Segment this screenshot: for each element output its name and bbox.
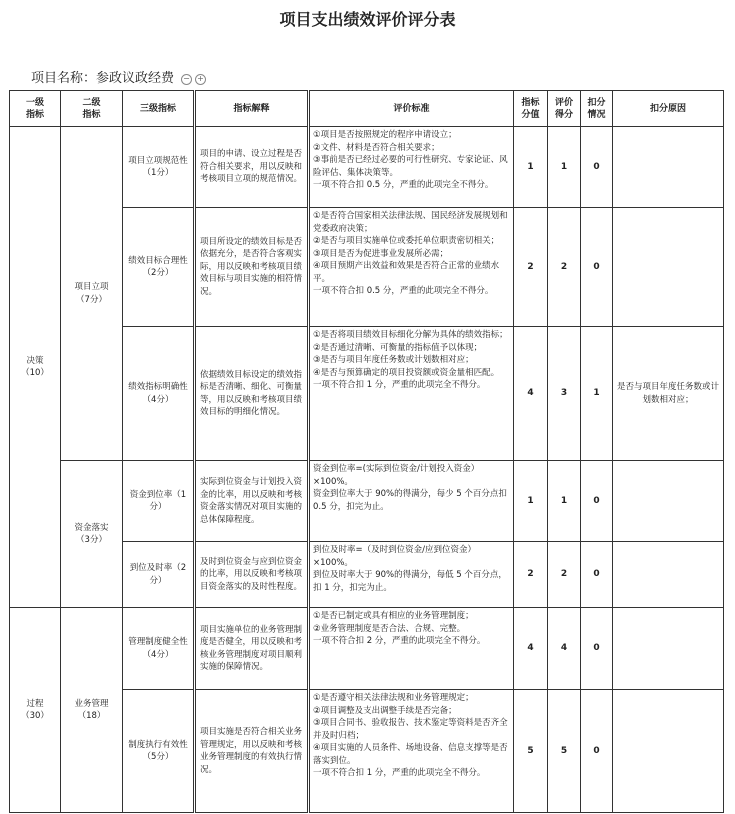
- weight-cell: 1: [514, 461, 548, 542]
- explanation-cell: 项目所设定的绩效目标是否依据充分，是否符合客观实际，用以反映和考核项目绩效目标与项目实施的相符情况。: [195, 208, 309, 327]
- project-name: 项目名称：参政议政经费: [31, 71, 175, 86]
- standard-line: ②是否与项目实施单位或委托单位职责密切相关；: [313, 236, 500, 246]
- deduct-cell: 0: [581, 208, 613, 327]
- standard-line: ①是否遵守相关法律法规和业务管理规定；: [313, 693, 474, 703]
- standard-cell: [309, 461, 514, 542]
- reason-cell: [613, 461, 724, 542]
- score-cell: 2: [548, 208, 581, 327]
- standard-line: ②是否通过清晰、可衡量的指标值予以体现；: [313, 342, 483, 353]
- deduct-cell: 0: [581, 127, 613, 208]
- deduct-cell: 1: [581, 327, 613, 461]
- score-cell: 5: [548, 690, 581, 813]
- standard-cell: [309, 327, 514, 461]
- standard-line: ②业务管理制度是否合法、合规、完整。: [313, 623, 466, 634]
- add-icon[interactable]: +: [195, 74, 206, 85]
- group-process: 过程 （30）: [10, 608, 61, 813]
- header-standard: 评价标准: [309, 91, 514, 127]
- standard-line: 一项不符合扣 1 分，严重的此项完全不得分。: [313, 768, 486, 778]
- header-row: [10, 91, 724, 127]
- level3-cell: 项目立项规范性（1分）: [123, 127, 195, 208]
- weight-cell: 5: [514, 690, 548, 813]
- header-level1: 一级 指标: [10, 91, 61, 127]
- explanation-cell: 项目实施单位的业务管理制度是否健全，用以反映和考核业务管理制度对项目顺利实施的保障情况。: [195, 608, 309, 690]
- explanation-cell: 项目实施是否符合相关业务管理规定，用以反映和考核业务管理制度的有效执行情况。: [195, 690, 309, 813]
- page-title: 项目支出绩效评价评分表: [279, 10, 456, 29]
- standard-line: 资金到位率大于 90%的得满分，每少 5 个百分点扣 0.5 分，扣完为止。: [313, 489, 507, 512]
- resize-handle-icon[interactable]: −: [181, 74, 192, 85]
- standard-line: ④项目实施的人员条件、场地设备、信息支撑等是否落实到位。: [313, 743, 508, 766]
- deduct-cell: 0: [581, 542, 613, 608]
- header-deduct: 扣分 情况: [581, 91, 613, 127]
- reason-cell: [613, 208, 724, 327]
- standard-line: 一项不符合扣 0.5 分，严重的此项完全不得分。: [313, 286, 494, 296]
- standard-line: ③项目是否为促进事业发展所必需；: [313, 248, 449, 259]
- weight-cell: 2: [514, 542, 548, 608]
- standard-cell: [309, 127, 514, 208]
- score-cell: 3: [548, 327, 581, 461]
- score-cell: 1: [548, 461, 581, 542]
- weight-cell: 2: [514, 208, 548, 327]
- weight-cell: 1: [514, 127, 548, 208]
- group-decision: 决策 （10）: [10, 127, 61, 608]
- weight-cell: 4: [514, 327, 548, 461]
- header-level3: 三级指标: [123, 91, 195, 127]
- deduct-cell: 0: [581, 461, 613, 542]
- reason-cell: [613, 127, 724, 208]
- reason-cell: [613, 608, 724, 690]
- standard-line: ①是否已制定或具有相应的业务管理制度；: [313, 611, 474, 621]
- standard-line: ①项目是否按照规定的程序申请设立；: [313, 130, 457, 140]
- standard-line: ③事前是否已经过必要的可行性研究、专家论证、风险评估、集体决策等。: [313, 155, 508, 178]
- standard-line: 一项不符合扣 1 分，严重的此项完全不得分。: [313, 380, 486, 390]
- standard-line: 到位及时率大于 90%的得满分，每低 5 个百分点，扣 1 分，扣完为止。: [313, 570, 507, 593]
- explanation-cell: 及时到位资金与应到位资金的比率，用以反映和考核项目资金落实的及时性程度。: [195, 542, 309, 608]
- standard-cell: [309, 608, 514, 690]
- header-weight: 指标 分值: [514, 91, 548, 127]
- explanation-cell: 实际到位资金与计划投入资金的比率，用以反映和考核资金落实情况对项目实施的总体保障程度。: [195, 461, 309, 542]
- explanation-cell: 依据绩效目标设定的绩效指标是否清晰、细化、可衡量等，用以反映和考核项目绩效目标的明细化情况。: [195, 327, 309, 461]
- standard-line: 一项不符合扣 2 分，严重的此项完全不得分。: [313, 636, 486, 646]
- table-row: [10, 127, 724, 208]
- weight-cell: 4: [514, 608, 548, 690]
- standard-line: 到位及时率=（及时到位资金/应到位资金）×100%。: [313, 545, 476, 568]
- level3-cell: 绩效目标合理性（2分）: [123, 208, 195, 327]
- table-row: [10, 461, 724, 542]
- score-cell: 4: [548, 608, 581, 690]
- group-setup: 项目立项 （7分）: [61, 127, 123, 461]
- standard-line: 一项不符合扣 0.5 分，严重的此项完全不得分。: [313, 180, 494, 190]
- deduct-cell: 0: [581, 608, 613, 690]
- score-cell: 2: [548, 542, 581, 608]
- standard-line: 资金到位率=(实际到位资金/计划投入资金）×100%。: [313, 464, 480, 487]
- standard-cell: [309, 542, 514, 608]
- reason-cell: [613, 690, 724, 813]
- level3-cell: 到位及时率（2分）: [123, 542, 195, 608]
- standard-cell: [309, 208, 514, 327]
- explanation-cell: 项目的申请、设立过程是否符合相关要求，用以反映和考核项目立项的规范情况。: [195, 127, 309, 208]
- standard-line: ②文件、材料是否符合相关要求；: [313, 142, 440, 153]
- level3-cell: 绩效指标明确性（4分）: [123, 327, 195, 461]
- level3-cell: 资金到位率（1分）: [123, 461, 195, 542]
- reason-cell: 是否与项目年度任务数或计划数相对应；: [613, 327, 724, 461]
- reason-cell: [613, 542, 724, 608]
- standard-line: ④项目预期产出效益和效果是否符合正常的业绩水平。: [313, 261, 500, 284]
- standard-line: ①是否符合国家相关法律法规、国民经济发展规划和党委政府决策；: [313, 211, 508, 234]
- level3-cell: 管理制度健全性（4分）: [123, 608, 195, 690]
- standard-line: ④是否与预算确定的项目投资额或资金量相匹配。: [313, 367, 500, 378]
- standard-line: ①是否将项目绩效目标细化分解为具体的绩效指标；: [313, 330, 508, 340]
- header-score: 评价 得分: [548, 91, 581, 127]
- standard-line: ②项目调整及支出调整手续是否完备；: [313, 705, 457, 716]
- standard-line: ③项目合同书、验收报告、技术鉴定等资料是否齐全并及时归档；: [313, 718, 508, 741]
- deduct-cell: 0: [581, 690, 613, 813]
- level3-cell: 制度执行有效性（5分）: [123, 690, 195, 813]
- group-mgmt: 业务管理 （18）: [61, 608, 123, 813]
- standard-line: ③是否与项目年度任务数或计划数相对应；: [313, 355, 474, 365]
- standard-cell: [309, 690, 514, 813]
- header-level2: 二级 指标: [61, 91, 123, 127]
- header-explanation: 指标解释: [195, 91, 309, 127]
- score-table: [9, 90, 724, 813]
- score-cell: 1: [548, 127, 581, 208]
- group-funds: 资金落实 （3分）: [61, 461, 123, 608]
- header-reason: 扣分原因: [613, 91, 724, 127]
- table-row: [10, 608, 724, 690]
